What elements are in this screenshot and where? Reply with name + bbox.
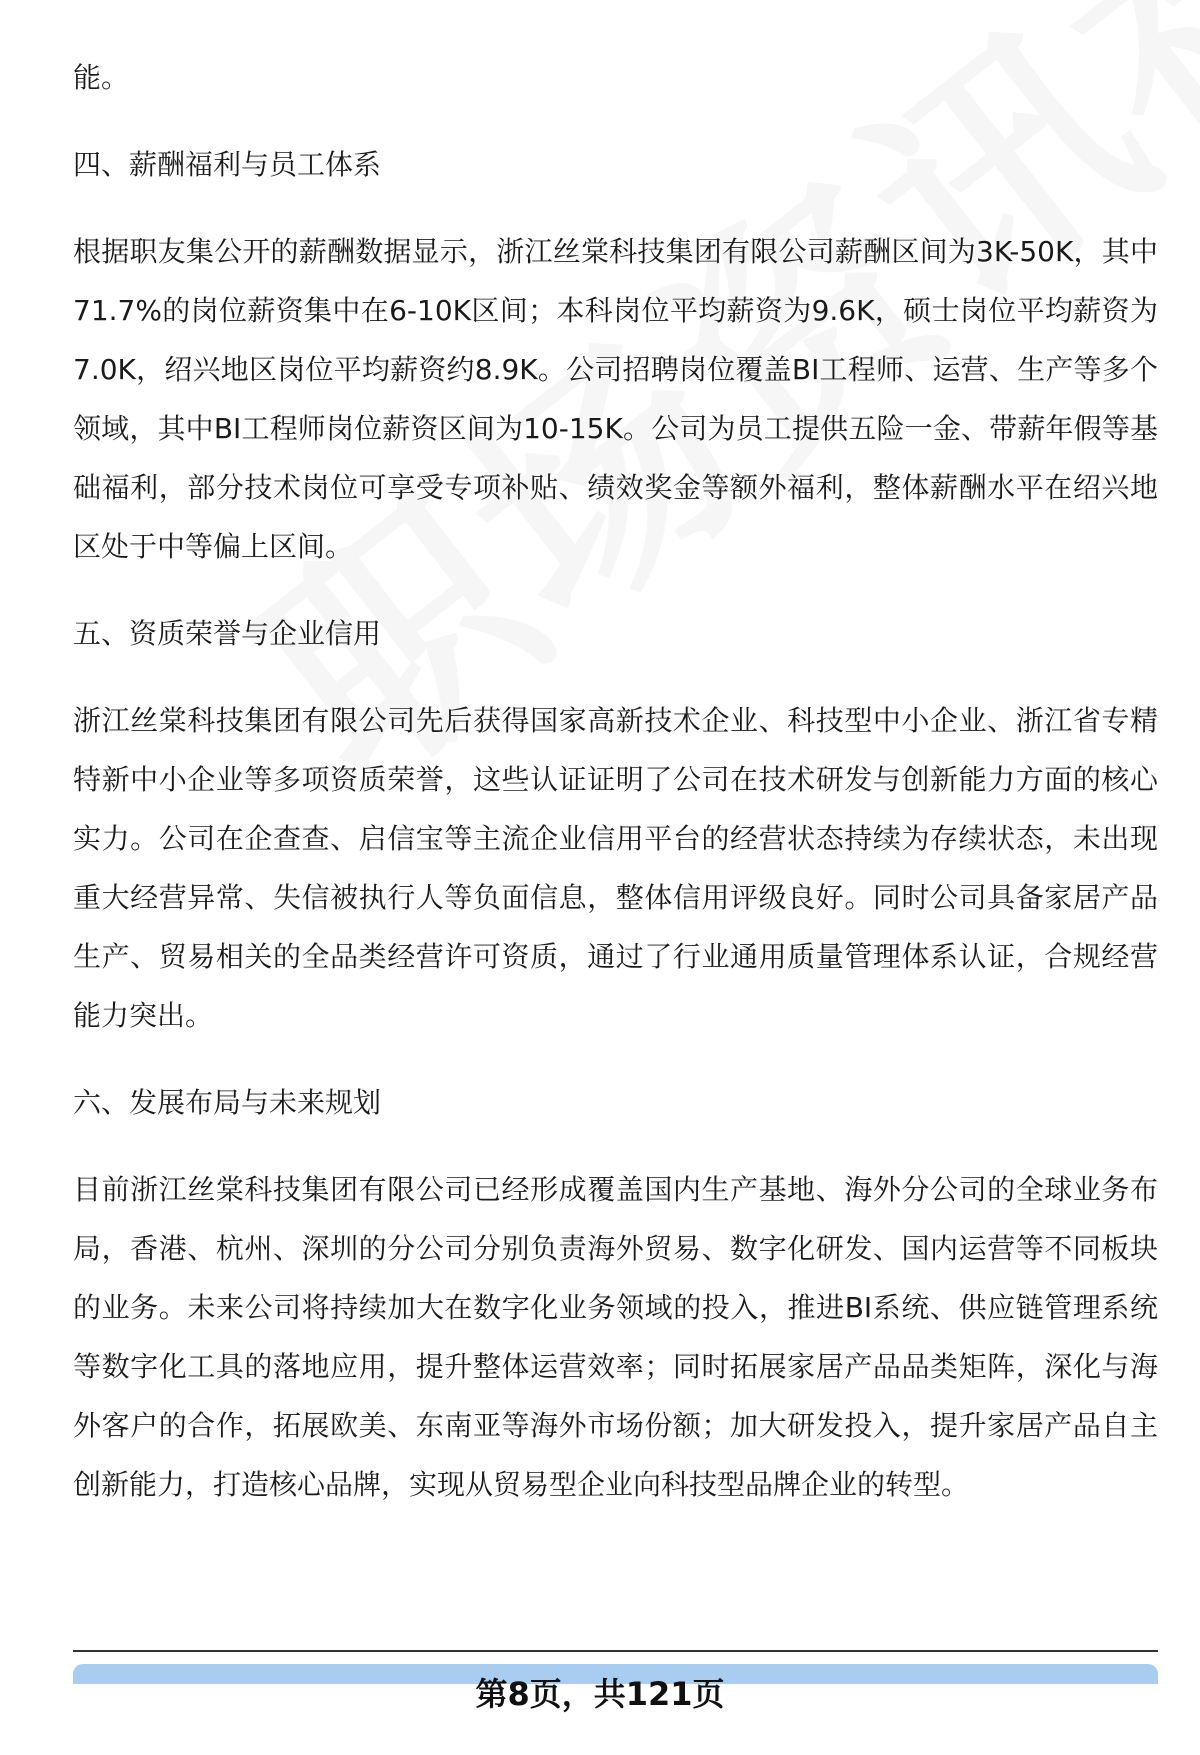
- paragraph-qualifications: 浙江丝棠科技集团有限公司先后获得国家高新技术企业、科技型中小企业、浙江省专精特新中小企业等多项资质荣誉，这些认证证明了公司在技术研发与创新能力方面的核心实力。公司在企查查、启信宝等主流企业信用平台的经营状态持续为存续状态，未出现重大经营异常、失信被执行人等负面信息，整体信用评级良好。同时公司具备家居产品生产、贸易相关的全品类经营许可资质，通过了行业通用质量管理体系认证，合规经营能力突出。: [73, 704, 1158, 1032]
- section-heading-development: 六、发展布局与未来规划: [73, 1086, 382, 1119]
- section-heading-qualifications: 五、资质荣誉与企业信用: [73, 617, 382, 650]
- section-heading-compensation: 四、薪酬福利与员工体系: [73, 148, 382, 181]
- document-body: [73, 48, 1158, 1542]
- paragraph-compensation: 根据职友集公开的薪酬数据显示，浙江丝棠科技集团有限公司薪酬区间为3K-50K，其中71.7%的岗位薪资集中在6-10K区间；本科岗位平均薪资为9.6K，硕士岗位平均薪资为7.0K，绍兴地区岗位平均薪资约8.9K。公司招聘岗位覆盖BI工程师、运营、生产等多个领域，其中BI工程师岗位薪资区间为10-15K。公司为员工提供五险一金、带薪年假等基础福利，部分技术岗位可享受专项补贴、绩效奖金等额外福利，整体薪酬水平在绍兴地区处于中等偏上区间。: [73, 235, 1158, 563]
- page-number: 第8页，共121页: [475, 1675, 725, 1713]
- footer-divider: [73, 1650, 1158, 1652]
- paragraph-development: 目前浙江丝棠科技集团有限公司已经形成覆盖国内生产基地、海外分公司的全球业务布局，香港、杭州、深圳的分公司分别负责海外贸易、数字化研发、国内运营等不同板块的业务。未来公司将持续加大在数字化业务领域的投入，推进BI系统、供应链管理系统等数字化工具的落地应用，提升整体运营效率；同时拓展家居产品品类矩阵，深化与海外客户的合作，拓展欧美、东南亚等海外市场份额；加大研发投入，提升家居产品自主创新能力，打造核心品牌，实现从贸易型企业向科技型品牌企业的转型。: [73, 1173, 1158, 1501]
- paragraph-continuation: 能。: [73, 61, 130, 94]
